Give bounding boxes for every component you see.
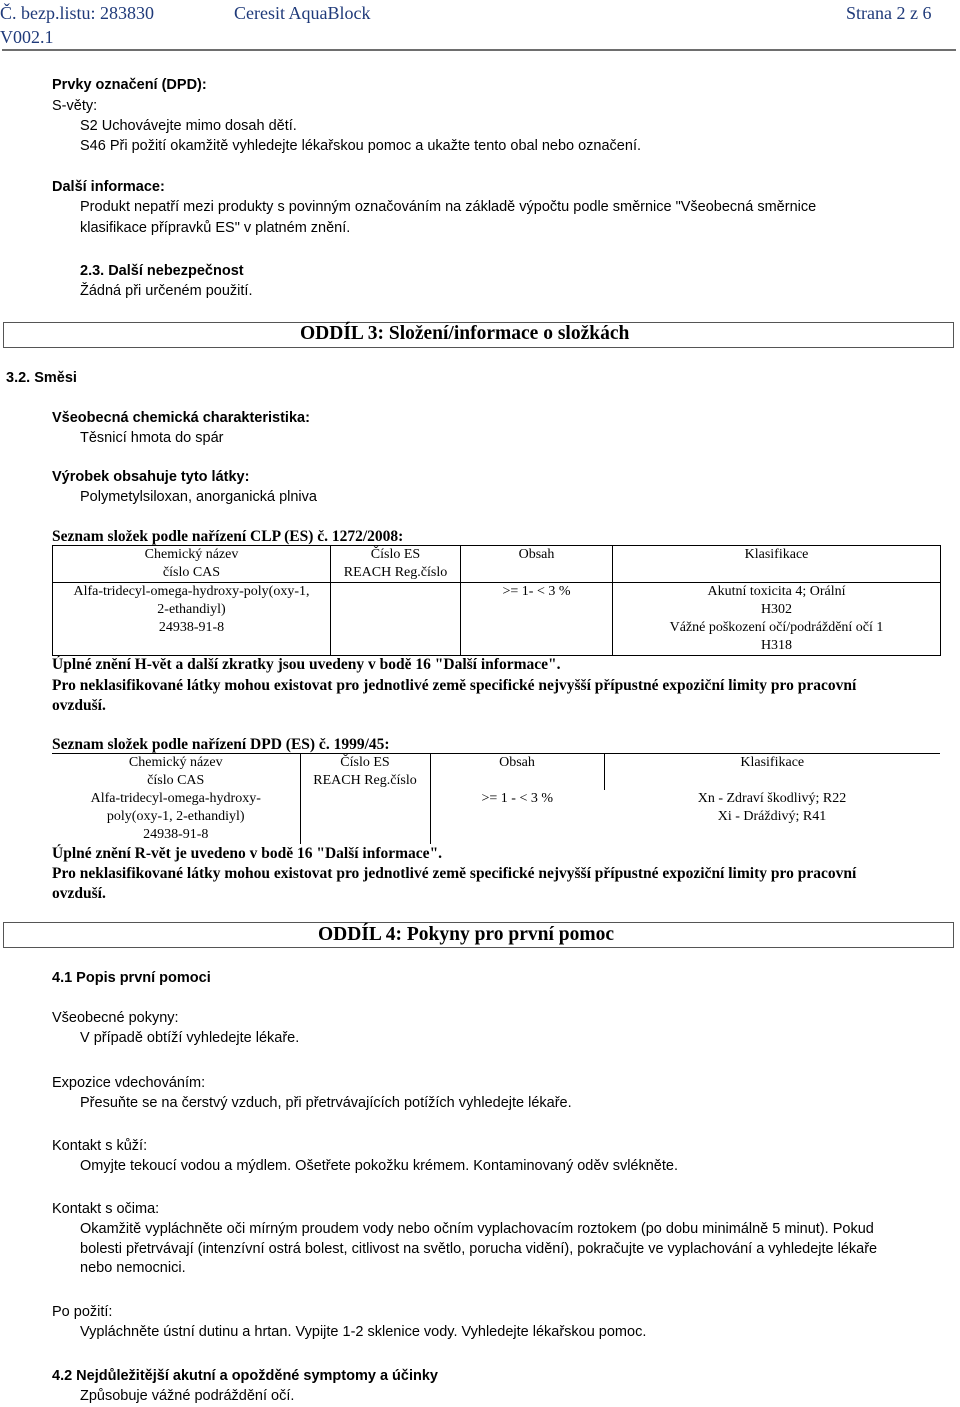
labeling-title: Prvky označení (DPD): bbox=[52, 77, 207, 93]
s46-phrase: S46 Při požití okamžitě vyhledejte lékařskou pomoc a ukažte tento obal nebo označení. bbox=[80, 138, 641, 154]
general-advice-text: V případě obtíží vyhledejte lékaře. bbox=[80, 1030, 300, 1046]
general-advice-title: Všeobecné pokyny: bbox=[52, 1010, 179, 1026]
cell-name bbox=[52, 790, 300, 844]
classification-line1: Xn - Zdraví škodlivý; R22 bbox=[697, 791, 847, 806]
table-row bbox=[53, 583, 941, 656]
product-name: Ceresit AquaBlock bbox=[234, 3, 371, 23]
section-4-title: ODDÍL 4: Pokyny pro první pomoc bbox=[318, 924, 614, 945]
contains-title: Výrobek obsahuje tyto látky: bbox=[52, 469, 250, 485]
header-es-number: Číslo ES bbox=[370, 547, 421, 562]
header-classification: Klasifikace bbox=[604, 754, 940, 791]
header-chemical-name: Chemický název bbox=[144, 547, 239, 562]
substance-name-line2: 2-ethandiyl) bbox=[157, 602, 226, 617]
cell-name bbox=[53, 583, 331, 656]
general-char-title: Všeobecná chemická charakteristika: bbox=[52, 410, 310, 426]
header-rule bbox=[2, 49, 956, 51]
dpd-note: Úplné znění R-vět je uvedeno v bodě 16 "Další informace". bbox=[52, 845, 443, 862]
classification-line4: H318 bbox=[760, 638, 793, 653]
ingestion-text: Vypláchněte ústní dutinu a hrtan. Vypijte 1-2 sklenice vody. Vyhledejte lékařskou pomoc. bbox=[80, 1324, 647, 1340]
eye-contact-line1: Okamžitě vypláchněte oči mírným proudem vody nebo očním vyplachovacím roztokem (po dobu minimálně 5 minut). Pokud bbox=[80, 1221, 874, 1237]
dpd-components-table bbox=[52, 753, 940, 844]
substance-cas: 24938-91-8 bbox=[143, 827, 209, 842]
eye-contact-line2: bolesti přetrvávají (intenzívní ostrá bolest, citlivost na světlo, porucha vidění), pokračujte ve vyplachování a vyhledejte lékaře bbox=[80, 1241, 878, 1257]
limit-note-line1: Pro neklasifikované látky mohou existovat pro jednotlivé země specifické nejvyšší přípustné expoziční limity pro pracovní bbox=[52, 677, 857, 694]
section-3-2-title: 3.2. Směsi bbox=[6, 370, 77, 386]
general-char-text: Těsnicí hmota do spár bbox=[80, 430, 224, 446]
header-content: Obsah bbox=[461, 546, 613, 583]
limit-note-line2: ovzduší. bbox=[52, 697, 106, 714]
classification-line1: Akutní toxicita 4; Orální bbox=[707, 584, 846, 599]
section-3-title: ODDÍL 3: Složení/informace o složkách bbox=[300, 323, 630, 344]
clp-note: Úplné znění H-vět a další zkratky jsou uvedeny v bodě 16 "Další informace". bbox=[52, 656, 561, 673]
more-info-title: Další informace: bbox=[52, 179, 165, 195]
header-cas: číslo CAS bbox=[162, 565, 221, 580]
substance-name-line1: Alfa-tridecyl-omega-hydroxy- bbox=[90, 791, 261, 806]
header-content: Obsah bbox=[430, 754, 604, 791]
s-phrases-label: S-věty: bbox=[52, 98, 98, 114]
table-row bbox=[52, 790, 940, 844]
contains-text: Polymetylsiloxan, anorganická plniva bbox=[80, 489, 317, 505]
inhalation-title: Expozice vdechováním: bbox=[52, 1075, 206, 1091]
header-cell-es bbox=[331, 546, 461, 583]
page-number: Strana 2 z 6 bbox=[846, 3, 932, 23]
header-cell-name bbox=[53, 546, 331, 583]
cell-content: >= 1 - < 3 % bbox=[481, 791, 553, 806]
classification-line2: H302 bbox=[760, 602, 793, 617]
substance-name-line1: Alfa-tridecyl-omega-hydroxy-poly(oxy-1, bbox=[73, 584, 310, 599]
substance-cas: 24938-91-8 bbox=[158, 620, 225, 635]
section-2-3-text: Žádná při určeném použití. bbox=[80, 283, 253, 299]
cell-content: >= 1- < 3 % bbox=[461, 583, 613, 656]
limit-note-line4: ovzduší. bbox=[52, 885, 106, 902]
dpd-list-title: Seznam složek podle nařízení DPD (ES) č. 1999/45: bbox=[52, 736, 390, 753]
s2-phrase: S2 Uchovávejte mimo dosah dětí. bbox=[80, 118, 297, 134]
cell-classification bbox=[604, 790, 940, 844]
limit-note-line3: Pro neklasifikované látky mohou existovat pro jednotlivé země specifické nejvyšší přípustné expoziční limity pro pracovní bbox=[52, 865, 857, 882]
table-header-row bbox=[52, 754, 940, 791]
ingestion-title: Po požití: bbox=[52, 1304, 113, 1320]
section-2-3-title: 2.3. Další nebezpečnost bbox=[80, 263, 244, 279]
sheet-number: Č. bezp.listu: 283830 bbox=[0, 3, 154, 23]
section-4-1-title: 4.1 Popis první pomoci bbox=[52, 970, 211, 986]
cell-classification bbox=[613, 583, 941, 656]
version: V002.1 bbox=[0, 27, 54, 47]
header-reach: REACH Reg.číslo bbox=[313, 773, 417, 788]
header-es-number: Číslo ES bbox=[340, 755, 390, 770]
more-info-line2: klasifikace přípravků ES" v platném znění. bbox=[80, 220, 351, 236]
substance-name-line2: poly(oxy-1, 2-ethandiyl) bbox=[106, 809, 245, 824]
header-reach: REACH Reg.číslo bbox=[343, 565, 448, 580]
header-cas: číslo CAS bbox=[147, 773, 205, 788]
table-header-row bbox=[53, 546, 941, 583]
eye-contact-title: Kontakt s očima: bbox=[52, 1201, 160, 1217]
section-4-2-text: Způsobuje vážné podráždění očí. bbox=[80, 1388, 295, 1404]
cell-es bbox=[331, 583, 461, 656]
classification-line3: Vážné poškození očí/podráždění očí 1 bbox=[669, 620, 884, 635]
header-cell-name bbox=[52, 754, 300, 791]
eye-contact-line3: nebo nemocnici. bbox=[80, 1260, 186, 1276]
header-cell-es bbox=[300, 754, 430, 791]
cell-es bbox=[300, 790, 430, 844]
header-chemical-name: Chemický název bbox=[128, 755, 223, 770]
classification-line2: Xi - Dráždivý; R41 bbox=[717, 809, 827, 824]
skin-contact-title: Kontakt s kůží: bbox=[52, 1138, 148, 1154]
header-classification: Klasifikace bbox=[613, 546, 941, 583]
clp-components-table bbox=[52, 545, 941, 656]
section-4-2-title: 4.2 Nejdůležitější akutní a opožděné symptomy a účinky bbox=[52, 1368, 438, 1384]
skin-contact-text: Omyjte tekoucí vodou a mýdlem. Ošetřete pokožku krémem. Kontaminovaný oděv svlékněte. bbox=[80, 1158, 678, 1174]
more-info-line1: Produkt nepatří mezi produkty s povinným označováním na základě výpočtu podle směrnice "Všeobecná směrnice bbox=[80, 199, 817, 215]
clp-list-title: Seznam složek podle nařízení CLP (ES) č. 1272/2008: bbox=[52, 528, 404, 545]
inhalation-text: Přesuňte se na čerstvý vzduch, při přetrvávajících potížích vyhledejte lékaře. bbox=[80, 1095, 572, 1111]
